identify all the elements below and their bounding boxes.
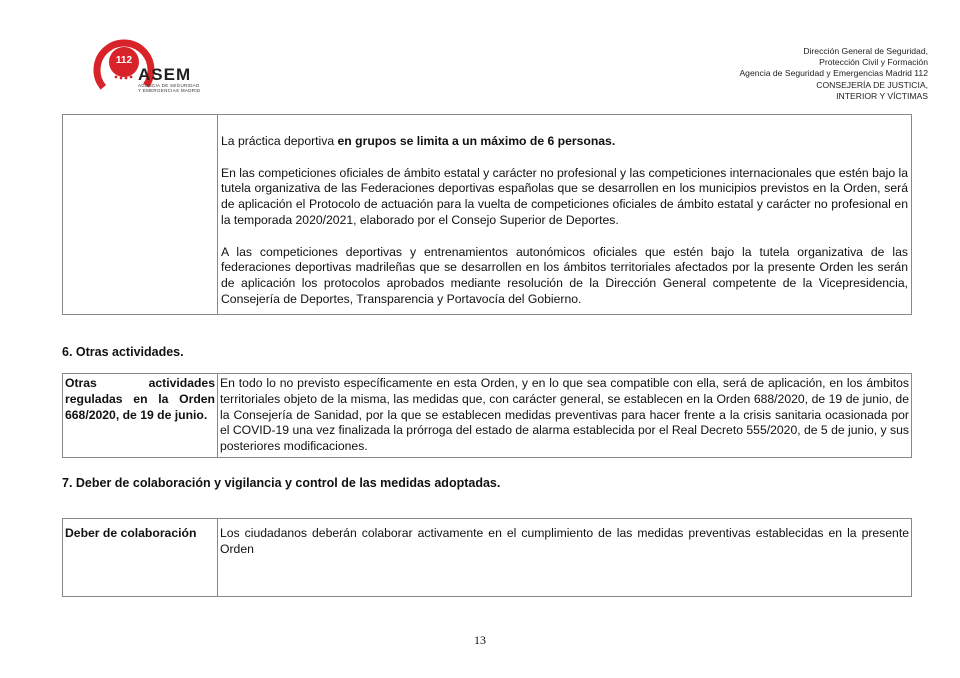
group-limit-paragraph: [221, 134, 908, 150]
header-line: Agencia de Seguridad y Emergencias Madrid 112: [739, 68, 928, 79]
logo-text-block: [138, 66, 200, 93]
header-line: Dirección General de Seguridad,: [803, 46, 928, 56]
collaboration-content: Los ciudadanos deberán colaborar activamente en el cumplimiento de las medidas preventivas establecidas en la presente Orden: [218, 519, 912, 597]
logo-name: ASEM: [138, 65, 192, 84]
other-activities-content: En todo lo no previsto específicamente en esta Orden, y en lo que sea compatible con ella, será de aplicación, en los ámbitos territoriales objeto de la misma, las medidas que, con carácter general, se establecen en la Orden 688/2020, de 19 de junio, de la Consejería de Sanidad, por la que se establecen medidas preventivas para hacer frente a la crisis sanitaria ocasionada por el COVID-19 una vez finalizada la prórroga del estado de alarma establecida por el Real Decreto 555/2020, de 5 de junio, y sus posteriores modificaciones.: [218, 374, 912, 458]
table-row: [63, 115, 912, 315]
empty-label-cell: [63, 115, 218, 315]
sports-content-cell: [218, 115, 912, 315]
header-line: Protección Civil y Formación: [819, 57, 928, 68]
logo-subtitle-2: Y EMERGENCIAS MADRID: [138, 88, 201, 93]
group-limit-text: La práctica deportiva: [221, 134, 338, 148]
state-competitions-paragraph: En las competiciones oficiales de ámbito estatal y carácter no profesional y las competiciones internacionales que estén bajo la tutela organizativa de las Federaciones deportivas españolas que se desarrollen en los municipios previstos en la Orden, será de aplicación el Protocolo de actuación para la vuelta de competiciones oficiales de ámbito estatal y carácter no profesional en la temporada 2020/2021, elaborado por el Consejo Superior de Deportes.: [221, 165, 908, 227]
page-number: 13: [474, 633, 486, 647]
table-row: [63, 374, 912, 458]
section-7-title: 7. Deber de colaboración y vigilancia y control de las medidas adoptadas.: [62, 476, 501, 490]
other-activities-table: [62, 373, 912, 458]
group-limit-bold: en grupos se limita a un máximo de 6 personas.: [337, 134, 616, 148]
section-6-title: 6. Otras actividades.: [62, 345, 184, 359]
collaboration-label: Deber de colaboración: [63, 519, 218, 597]
institution-header: [628, 46, 928, 102]
header-line: INTERIOR Y VÍCTIMAS: [836, 90, 928, 101]
regional-competitions-paragraph: A las competiciones deportivas y entrenamientos autonómicos oficiales que estén bajo la tutela organizativa de las federaciones deportivas madrileñas que se desarrollen en los ámbitos territoriales afectados por la presente Orden les serán de aplicación los protocolos aprobados mediante resolución de la Dirección General competente de la Vicepresidencia, Consejería de Deportes, Transparencia y Portavocía del Gobierno.: [221, 244, 908, 306]
collaboration-table: [62, 518, 912, 597]
logo-subtitle-1: AGENCIA DE SEGURIDAD: [138, 83, 200, 88]
sports-activity-table: [62, 114, 912, 315]
table-row: [63, 519, 912, 597]
other-activities-label: Otras actividades reguladas en la Orden 668/2020, de 19 de junio.: [63, 374, 218, 458]
logo-badge-text: 112: [115, 55, 133, 66]
header-line: CONSEJERÍA DE JUSTICIA,: [816, 79, 928, 90]
